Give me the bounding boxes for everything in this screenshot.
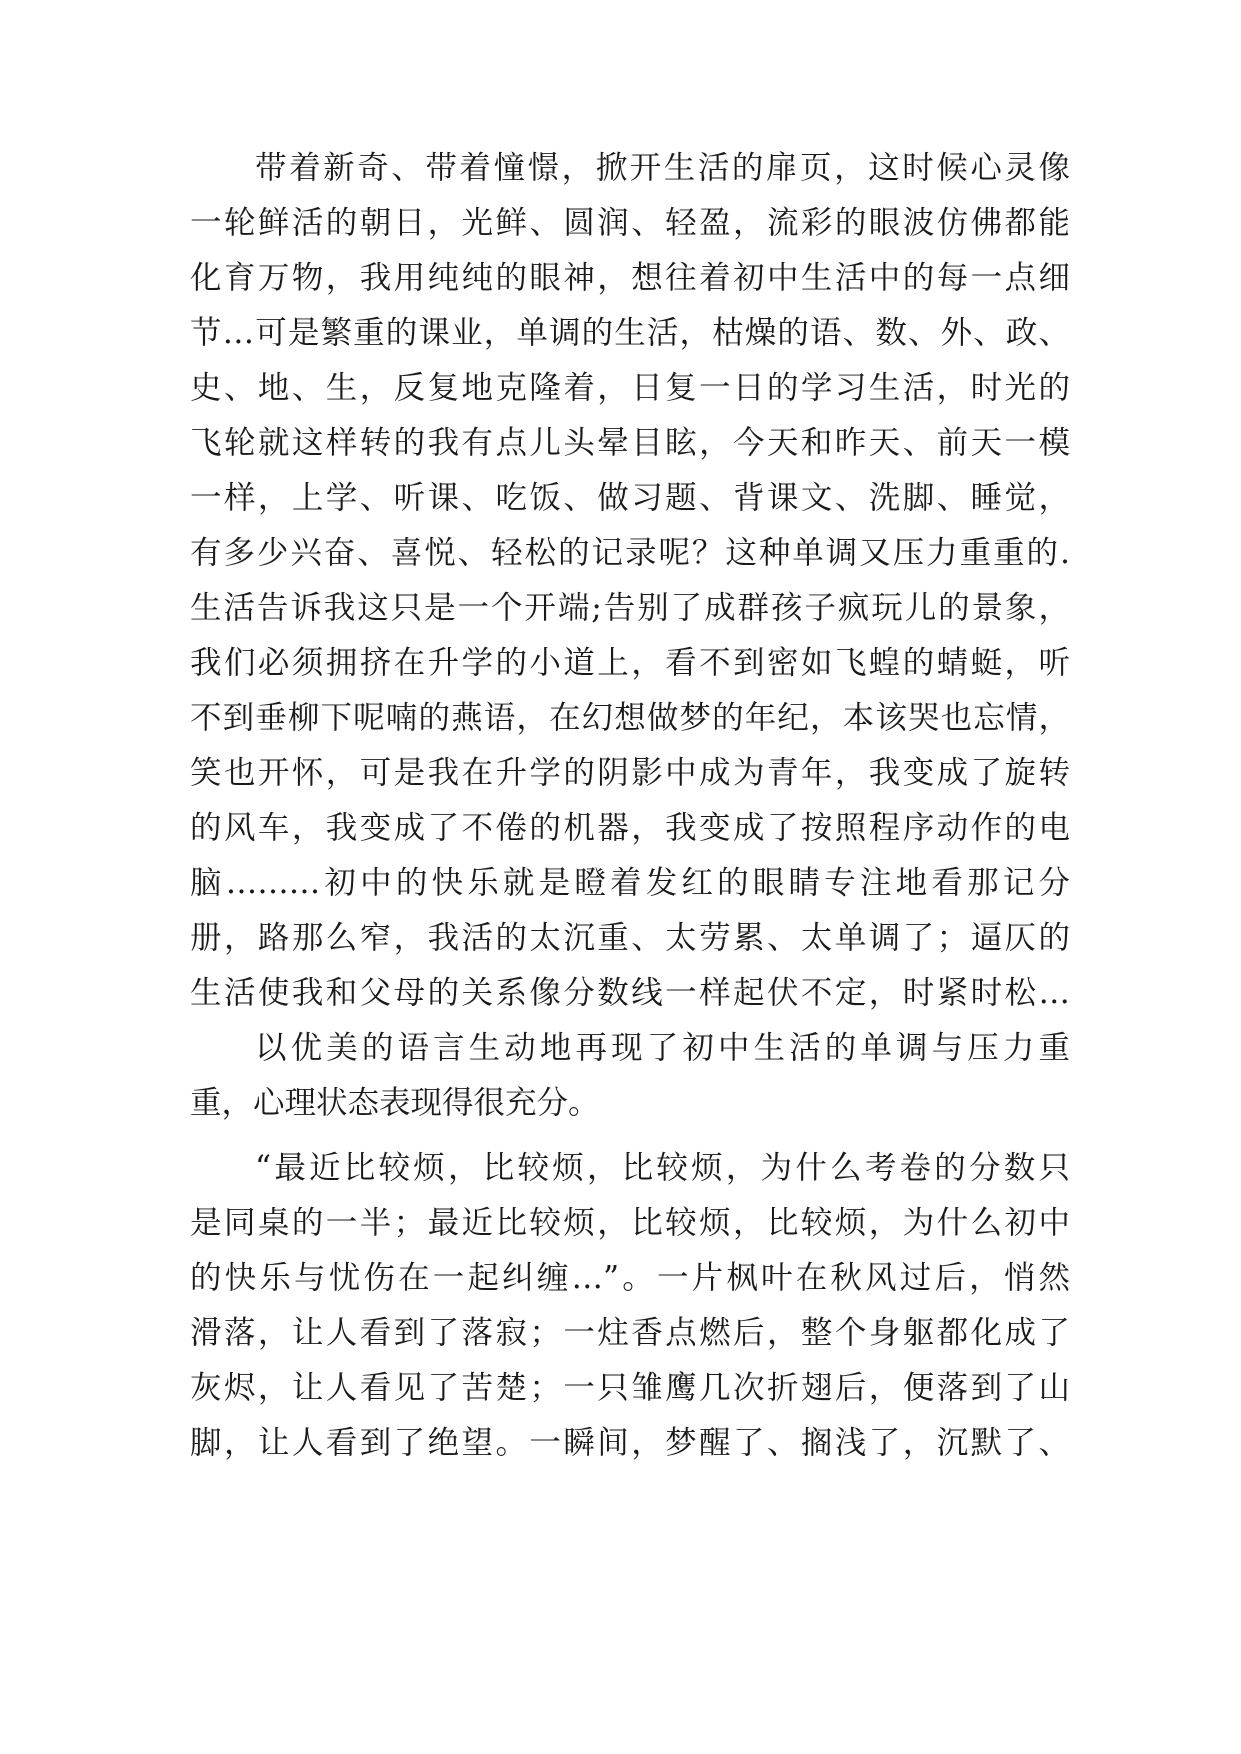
text-line: 重，心理状态表现得很充分。 bbox=[190, 1085, 600, 1121]
text-line: 生活告诉我这只是一个开端;告别了成群孩子疯玩儿的景象， bbox=[190, 590, 1070, 626]
text-line: 不到垂柳下呢喃的燕语，在幻想做梦的年纪，本该哭也忘情， bbox=[190, 700, 1070, 736]
text-line: 册，路那么窄，我活的太沉重、太劳累、太单调了；逼仄的 bbox=[190, 920, 1070, 956]
text-line: 脑………初中的快乐就是瞪着发红的眼睛专注地看那记分 bbox=[190, 865, 1070, 901]
text-line: 滑落，让人看到了落寂；一炷香点燃后，整个身躯都化成了 bbox=[190, 1315, 1070, 1351]
text-line: 我们必须拥挤在升学的小道上，看不到密如飞蝗的蜻蜓，听 bbox=[190, 645, 1070, 681]
text-line: 节…可是繁重的课业，单调的生活，枯燥的语、数、外、政、 bbox=[190, 315, 1070, 351]
text-line: 的风车，我变成了不倦的机器，我变成了按照程序动作的电 bbox=[190, 810, 1070, 846]
text-line: 脚，让人看到了绝望。一瞬间，梦醒了、搁浅了，沉默了、 bbox=[190, 1425, 1070, 1461]
text-line: “最近比较烦，比较烦，比较烦，为什么考卷的分数只 bbox=[255, 1150, 1070, 1186]
text-line: 笑也开怀，可是我在升学的阴影中成为青年，我变成了旋转 bbox=[190, 755, 1070, 791]
text-line: 一轮鲜活的朝日，光鲜、圆润、轻盈，流彩的眼波仿佛都能 bbox=[190, 205, 1070, 241]
text-line: 一样，上学、听课、吃饭、做习题、背课文、洗脚、睡觉， bbox=[190, 480, 1070, 516]
text-line: 的快乐与忧伤在一起纠缠…”。一片枫叶在秋风过后，悄然 bbox=[190, 1260, 1070, 1296]
text-line: 化育万物，我用纯纯的眼神，想往着初中生活中的每一点细 bbox=[190, 260, 1070, 296]
text-line: 生活使我和父母的关系像分数线一样起伏不定，时紧时松… bbox=[190, 975, 1070, 1011]
text-line: 是同桌的一半；最近比较烦，比较烦，比较烦，为什么初中 bbox=[190, 1205, 1070, 1241]
text-line: 有多少兴奋、喜悦、轻松的记录呢？这种单调又压力重重的. bbox=[190, 535, 1070, 571]
text-line: 史、地、生，反复地克隆着，日复一日的学习生活，时光的 bbox=[190, 370, 1070, 406]
text-line: 带着新奇、带着憧憬，掀开生活的扉页，这时候心灵像 bbox=[255, 150, 1070, 186]
text-line: 灰烬，让人看见了苦楚；一只雏鹰几次折翅后，便落到了山 bbox=[190, 1370, 1070, 1406]
text-line: 以优美的语言生动地再现了初中生活的单调与压力重 bbox=[255, 1030, 1070, 1066]
text-line: 飞轮就这样转的我有点儿头晕目眩，今天和昨天、前天一模 bbox=[190, 425, 1070, 461]
